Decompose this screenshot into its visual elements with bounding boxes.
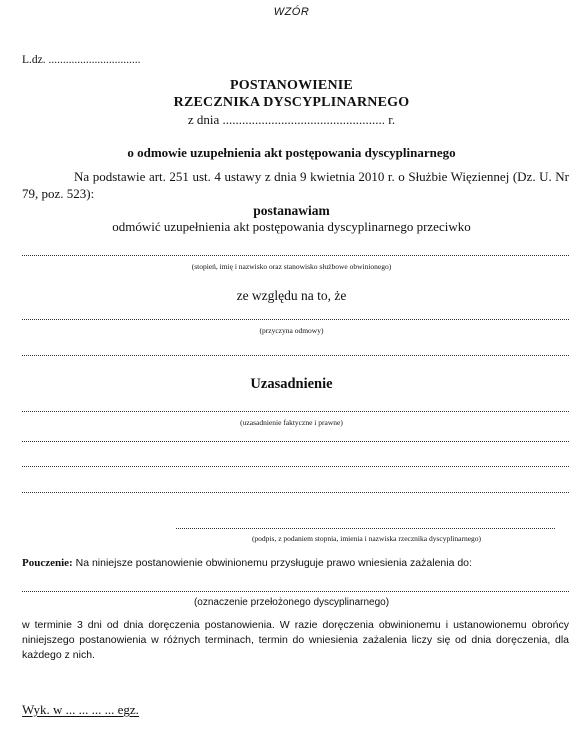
signature-caption: (podpis, z podaniem stopnia, imienia i nazwiska rzecznika dyscyplinarnego) (251, 534, 482, 543)
reason-fill-line-2 (22, 355, 569, 356)
appeal-instruction (22, 557, 569, 569)
decision-text: odmówić uzupełnienia akt postępowania dyscyplinarnego przeciwko (112, 219, 471, 234)
reason-caption: (przyczyna odmowy) (259, 326, 324, 335)
reason-intro: ze względu na to, że (236, 288, 347, 303)
justification-fill-line-4 (22, 492, 569, 493)
justification-fill-line (22, 411, 569, 412)
copies-count-field: Wyk. w ... ... ... ... egz. (22, 702, 139, 717)
justification-fill-line-3 (22, 466, 569, 467)
document-issuer: RZECZNIKA DYSCYPLINARNEGO (173, 95, 410, 110)
instruction-label: Pouczenie: (22, 557, 73, 569)
justification-caption: (uzasadnienie faktyczne i prawne) (240, 418, 343, 427)
accused-fill-line (22, 255, 569, 256)
supervisor-fill-line (22, 591, 569, 592)
decision-heading: postanawiam (253, 203, 330, 218)
justification-heading: Uzasadnienie (250, 376, 333, 392)
document-title: POSTANOWIENIE (230, 78, 353, 93)
case-number-field: L.dz. ................................ (22, 54, 141, 66)
reason-fill-line (22, 319, 569, 320)
form-label: WZÓR (273, 6, 310, 18)
appeal-deadline-text: w terminie 3 dni od dnia doręczenia postanowienia. W razie doręczenia obwinionemu i ustanowionemu obrońcy niniejszego postanowienia w różnych terminach, termin do wniesienia zażalenia liczy się od dnia doręczenia, dla każdego z nich. (22, 619, 569, 661)
signature-fill-line (176, 528, 555, 529)
justification-fill-line-2 (22, 441, 569, 442)
accused-caption: (stopień, imię i nazwisko oraz stanowisko służbowe obwinionego) (191, 262, 392, 271)
instruction-text: Na niniejsze postanowienie obwinionemu przysługuje prawo wniesienia zażalenia do: (72, 557, 472, 569)
supervisor-caption: (oznaczenie przełożonego dyscyplinarnego) (193, 597, 390, 608)
document-subject: o odmowie uzupełnienia akt postępowania dyscyplinarnego (127, 145, 456, 160)
date-field: z dnia .................................................. r. (187, 112, 396, 127)
legal-basis: Na podstawie art. 251 ust. 4 ustawy z dnia 9 kwietnia 2010 r. o Służbie Więziennej (Dz. U. Nr 79, poz. 523): (22, 169, 569, 201)
